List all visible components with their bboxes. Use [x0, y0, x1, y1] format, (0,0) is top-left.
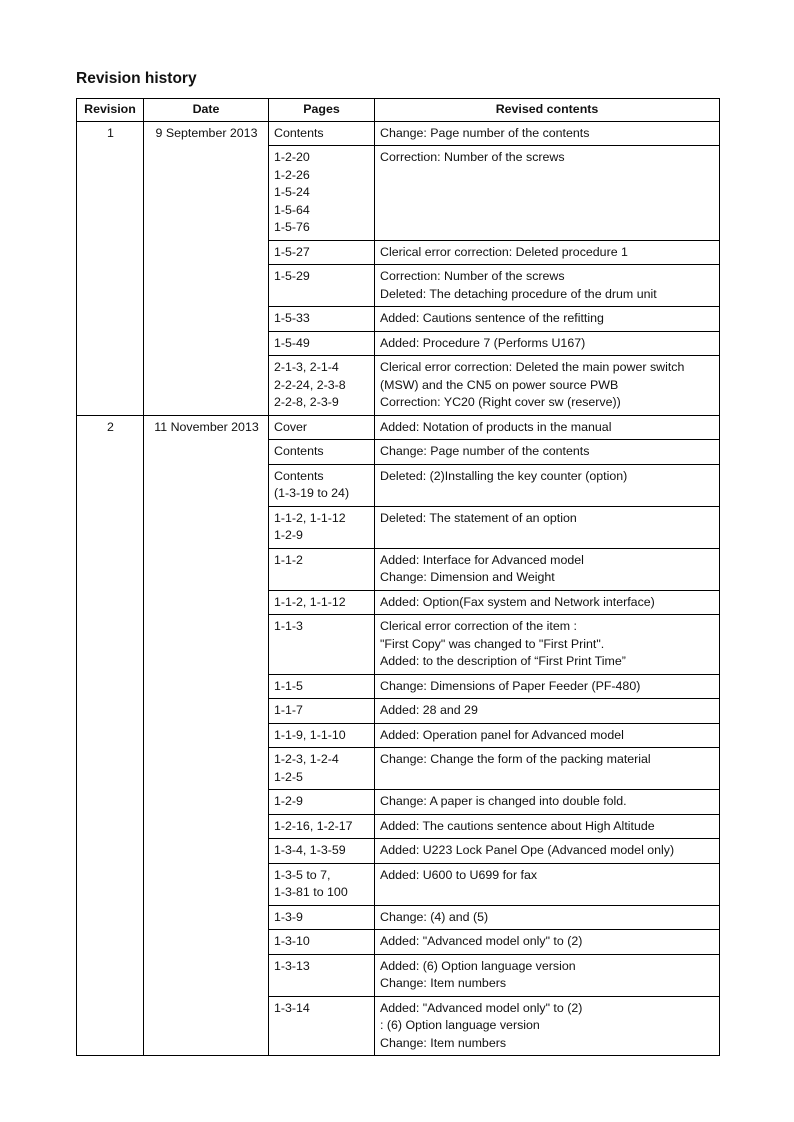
revision-pages: Contents [269, 440, 375, 465]
revised-contents: Change: Dimensions of Paper Feeder (PF-480) [375, 674, 720, 699]
revised-contents: Deleted: The statement of an option [375, 506, 720, 548]
revision-date: 9 September 2013 [144, 121, 269, 415]
revised-contents: Added: U600 to U699 for fax [375, 863, 720, 905]
revision-pages: 2-1-3, 2-1-4 2-2-24, 2-3-8 2-2-8, 2-3-9 [269, 356, 375, 416]
revised-contents: Change: Page number of the contents [375, 121, 720, 146]
revision-pages: 1-1-7 [269, 699, 375, 724]
table-body [77, 121, 720, 1056]
revised-contents: Correction: Number of the screws Deleted: The detaching procedure of the drum unit [375, 265, 720, 307]
table-header-row [77, 99, 720, 122]
page-title: Revision history [76, 70, 197, 87]
table-row [77, 121, 720, 146]
revised-contents: Change: Change the form of the packing material [375, 748, 720, 790]
revision-table [76, 98, 720, 1056]
revision-pages: 1-5-49 [269, 331, 375, 356]
revision-pages: Contents [269, 121, 375, 146]
revised-contents: Added: 28 and 29 [375, 699, 720, 724]
revised-contents: Clerical error correction of the item : "First Copy" was changed to "First Print". Added: to the description of “First Print Time” [375, 615, 720, 675]
header-revision: Revision [77, 99, 144, 122]
revised-contents: Added: The cautions sentence about High Altitude [375, 814, 720, 839]
revised-contents: Added: "Advanced model only" to (2) [375, 930, 720, 955]
revised-contents: Change: (4) and (5) [375, 905, 720, 930]
table-row [77, 415, 720, 440]
revised-contents: Added: U223 Lock Panel Ope (Advanced model only) [375, 839, 720, 864]
revision-pages: 1-2-9 [269, 790, 375, 815]
revision-pages: 1-3-9 [269, 905, 375, 930]
revision-pages: 1-3-4, 1-3-59 [269, 839, 375, 864]
revised-contents: Added: "Advanced model only" to (2) : (6) Option language version Change: Item numbers [375, 996, 720, 1056]
revision-number: 2 [77, 415, 144, 1056]
header-date: Date [144, 99, 269, 122]
revision-pages: 1-3-14 [269, 996, 375, 1056]
header-revised-contents: Revised contents [375, 99, 720, 122]
revision-pages: 1-5-27 [269, 240, 375, 265]
revision-pages: 1-3-5 to 7, 1-3-81 to 100 [269, 863, 375, 905]
revised-contents: Added: Cautions sentence of the refitting [375, 307, 720, 332]
revision-pages: Contents (1-3-19 to 24) [269, 464, 375, 506]
revision-date: 11 November 2013 [144, 415, 269, 1056]
revised-contents: Deleted: (2)Installing the key counter (option) [375, 464, 720, 506]
revision-pages: 1-2-16, 1-2-17 [269, 814, 375, 839]
revised-contents: Added: Notation of products in the manual [375, 415, 720, 440]
revision-pages: 1-2-3, 1-2-4 1-2-5 [269, 748, 375, 790]
revision-pages: 1-1-5 [269, 674, 375, 699]
revision-pages: 1-1-2, 1-1-12 1-2-9 [269, 506, 375, 548]
revision-pages: 1-3-13 [269, 954, 375, 996]
revision-pages: 1-5-33 [269, 307, 375, 332]
revision-pages: 1-1-9, 1-1-10 [269, 723, 375, 748]
revised-contents: Added: Procedure 7 (Performs U167) [375, 331, 720, 356]
revision-number: 1 [77, 121, 144, 415]
revised-contents: Added: (6) Option language version Change: Item numbers [375, 954, 720, 996]
revised-contents: Change: A paper is changed into double fold. [375, 790, 720, 815]
revision-pages: 1-1-2, 1-1-12 [269, 590, 375, 615]
revision-pages: 1-2-20 1-2-26 1-5-24 1-5-64 1-5-76 [269, 146, 375, 241]
revision-pages: 1-1-2 [269, 548, 375, 590]
revised-contents: Clerical error correction: Deleted the main power switch (MSW) and the CN5 on power source PWB Correction: YC20 (Right cover sw (reserve)) [375, 356, 720, 416]
revised-contents: Clerical error correction: Deleted procedure 1 [375, 240, 720, 265]
revised-contents: Change: Page number of the contents [375, 440, 720, 465]
revised-contents: Correction: Number of the screws [375, 146, 720, 241]
revision-pages: 1-3-10 [269, 930, 375, 955]
revision-pages: Cover [269, 415, 375, 440]
revised-contents: Added: Operation panel for Advanced model [375, 723, 720, 748]
revision-pages: 1-1-3 [269, 615, 375, 675]
header-pages: Pages [269, 99, 375, 122]
revision-pages: 1-5-29 [269, 265, 375, 307]
revised-contents: Added: Option(Fax system and Network interface) [375, 590, 720, 615]
revised-contents: Added: Interface for Advanced model Change: Dimension and Weight [375, 548, 720, 590]
